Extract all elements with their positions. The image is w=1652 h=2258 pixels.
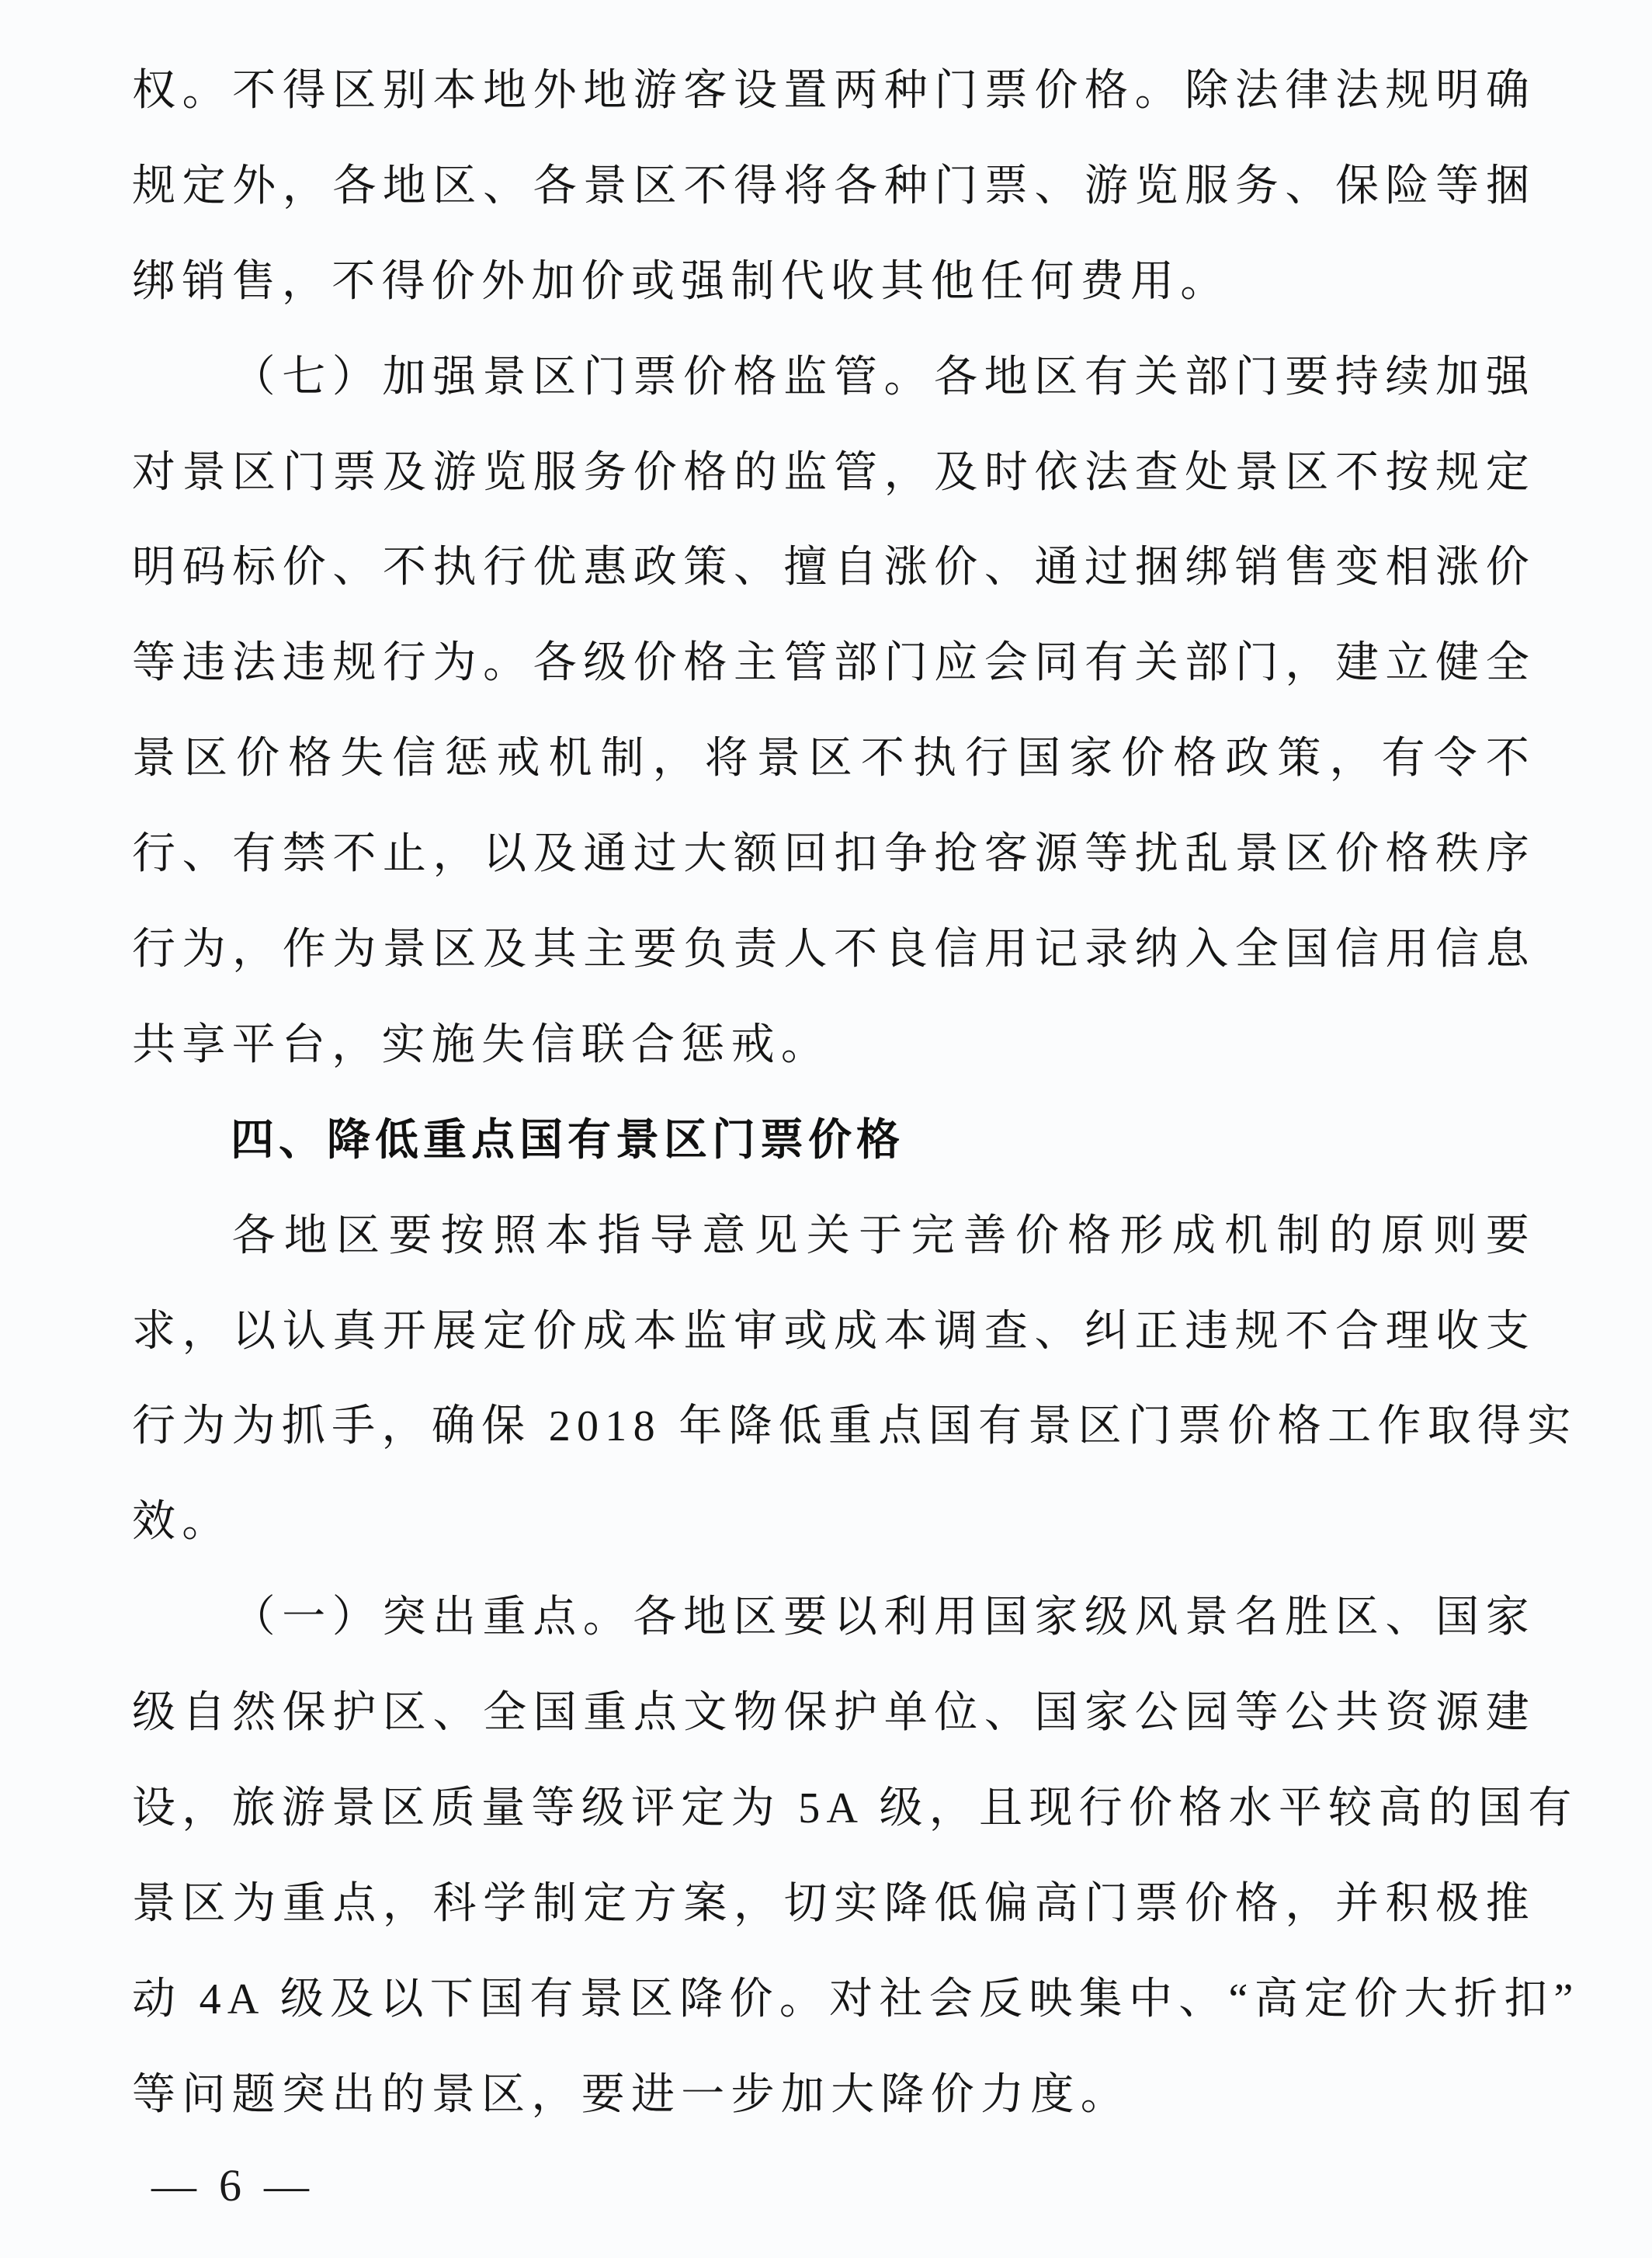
text-line: 等问题突出的景区，要进一步加大降价力度。 (132, 2070, 1130, 2119)
section-heading: 四、降低重点国有景区门票价格 (231, 1114, 904, 1165)
text-line: 级自然保护区、全国重点文物保护单位、国家公园等公共资源建 (132, 1689, 1536, 1738)
text-line: 明码标价、不执行优惠政策、擅自涨价、通过捆绑销售变相涨价 (132, 544, 1536, 592)
paragraph-item-7 (132, 330, 1536, 1093)
text-line: 共享平台，实施失信联合惩戒。 (132, 1020, 831, 1069)
text-line: 等违法违规行为。各级价格主管部门应会同有关部门，建立健全 (132, 639, 1536, 688)
text-line: 求，以认真开展定价成本监审或成本调查、纠正违规不合理收支 (132, 1307, 1536, 1356)
text-line: 行为为抓手，确保 2018 年降低重点国有景区门票价格工作取得实 (132, 1402, 1577, 1451)
text-line: 动 4A 级及以下国有景区降价。对社会反映集中、“高定价大折扣” (132, 1975, 1580, 2024)
text-line: 权。不得区别本地外地游客设置两种门票价格。除法律法规明确 (132, 67, 1536, 115)
text-line: 景区为重点，科学制定方案，切实降低偏高门票价格，并积极推 (132, 1879, 1536, 1928)
text-line: 景区价格失信惩戒机制，将景区不执行国家价格政策，有令不 (132, 735, 1536, 783)
text-line: 效。 (132, 1498, 232, 1547)
text-line: 行、有禁不止，以及通过大额回扣争抢客源等扰乱景区价格秩序 (132, 830, 1536, 879)
paragraph-item-1 (132, 1570, 1580, 2142)
text-line: 对景区门票及游览服务价格的监管，及时依法查处景区不按规定 (132, 448, 1536, 497)
text-line: 各地区要按照本指导意见关于完善价格形成机制的原则要 (231, 1211, 1536, 1260)
text-line: 绑销售，不得价外加价或强制代收其他任何费用。 (132, 257, 1230, 306)
page-footer (0, 2160, 388, 2211)
document-body (132, 43, 1580, 2143)
footer-left-dash: — (151, 2160, 196, 2211)
footer-right-dash: — (264, 2160, 309, 2211)
text-line: 行为，作为景区及其主要负责人不良信用记录纳入全国信用信息 (132, 926, 1536, 974)
text-line: （七）加强景区门票价格监管。各地区有关部门要持续加强 (231, 353, 1536, 401)
text-line: 规定外，各地区、各景区不得将各种门票、游览服务、保险等捆 (132, 162, 1536, 210)
text-line: （一）突出重点。各地区要以利用国家级风景名胜区、国家 (231, 1593, 1536, 1642)
page-number: 6 (219, 2160, 241, 2211)
paragraph-continuation (132, 43, 1536, 330)
paragraph-section-intro (132, 1189, 1577, 1571)
text-line: 设，旅游景区质量等级评定为 5A 级，且现行价格水平较高的国有 (132, 1784, 1578, 1833)
